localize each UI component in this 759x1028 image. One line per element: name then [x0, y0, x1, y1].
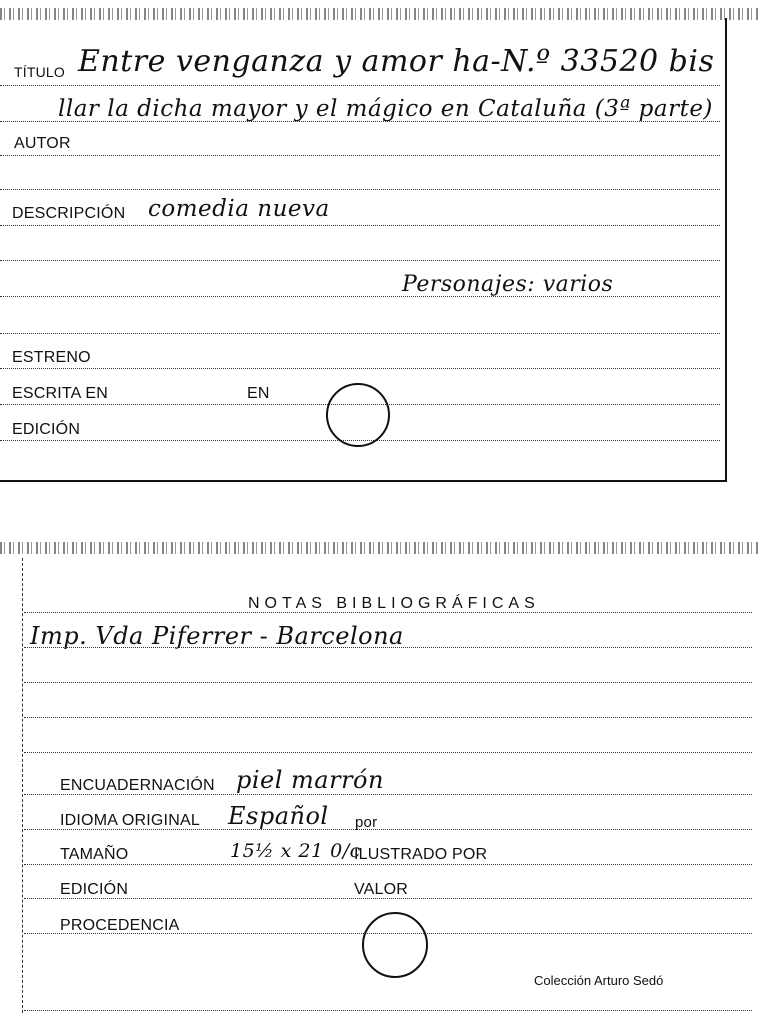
scan-edge-noise — [0, 542, 759, 554]
notas-handwritten: Imp. Vda Piferrer - Barcelona — [30, 622, 404, 650]
rule-line — [0, 155, 720, 156]
rule-line — [24, 1010, 752, 1011]
en-label: EN — [247, 385, 270, 402]
rule-line — [24, 717, 752, 718]
blind-stamp-seal — [362, 912, 428, 978]
tamano-label: TAMAÑO — [60, 846, 129, 863]
ilustrado-label: ILUSTRADO POR — [354, 846, 488, 863]
rule-line — [24, 647, 752, 648]
valor-label: VALOR — [354, 881, 409, 898]
catalog-card-bottom — [0, 540, 759, 1028]
estreno-label: ESTRENO — [12, 349, 91, 366]
tamano-handwritten: 15½ x 21 0/c — [230, 840, 361, 862]
escrita-en-label: ESCRITA EN — [12, 385, 108, 402]
rule-line — [0, 85, 720, 86]
por-label: por — [355, 814, 378, 831]
rule-line — [0, 225, 720, 226]
titulo-label: TÍTULO — [14, 64, 65, 80]
rule-line — [0, 296, 720, 297]
rule-line — [24, 864, 752, 865]
rule-line — [0, 333, 720, 334]
rule-line — [24, 794, 752, 795]
rule-line — [24, 612, 752, 613]
idioma-label: IDIOMA ORIGINAL — [60, 812, 200, 829]
encuadernacion-handwritten: piel marrón — [236, 766, 384, 794]
rule-line — [0, 260, 720, 261]
catalog-card-top — [0, 0, 759, 495]
titulo-handwritten-line2: llar la dicha mayor y el mágico en Cataluña (3ª parte) — [58, 96, 713, 122]
descripcion-label: DESCRIPCIÓN — [12, 205, 126, 222]
procedencia-label: PROCEDENCIA — [60, 917, 180, 934]
rule-line — [0, 189, 720, 190]
rule-line — [24, 682, 752, 683]
idioma-handwritten: Español — [228, 802, 329, 830]
descripcion-handwritten: comedia nueva — [148, 196, 330, 222]
encuadernacion-label: ENCUADERNACIÓN — [60, 777, 215, 794]
rule-line — [24, 752, 752, 753]
rule-line — [24, 898, 752, 899]
card-left-border — [22, 558, 23, 1013]
titulo-handwritten-line1: Entre venganza y amor ha-N.º 33520 bis — [78, 44, 715, 79]
notas-heading: NOTAS BIBLIOGRÁFICAS — [248, 595, 540, 612]
edicion2-label: EDICIÓN — [60, 881, 129, 898]
collection-footer: Colección Arturo Sedó — [534, 973, 664, 988]
rule-line — [0, 368, 720, 369]
blind-stamp-seal — [326, 383, 390, 447]
rule-line — [24, 829, 752, 830]
autor-label: AUTOR — [14, 135, 71, 152]
edicion-label: EDICIÓN — [12, 421, 81, 438]
rule-line — [0, 121, 720, 122]
personajes-handwritten: Personajes: varios — [402, 272, 614, 297]
